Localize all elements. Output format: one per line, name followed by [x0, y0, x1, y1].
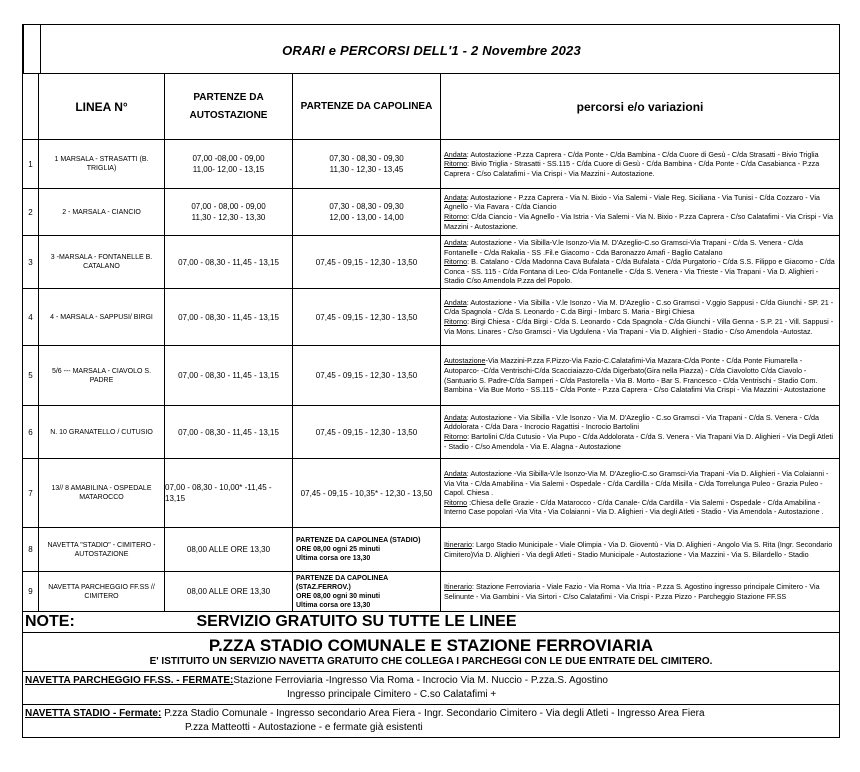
route-label: Ritorno: [444, 257, 468, 267]
row-partenze-capolinea: [293, 236, 441, 289]
navetta-ffss-row: [23, 672, 840, 705]
row-partenze-autostazione: [165, 406, 293, 459]
row-percorsi: [441, 528, 840, 572]
stadio-subtitle: E' ISTITUITO UN SERVIZIO NAVETTA GRATUITO CHE COLLEGA I PARCHEGGI CON LE DUE ENTRATE DEL CIMITERO.: [149, 656, 713, 667]
row-partenze-capolinea: [293, 189, 441, 236]
table-row: [23, 189, 840, 236]
title-row: [22, 24, 840, 73]
route-label: Andata: [444, 412, 467, 422]
route-text: : Autostazione - Via Sibilla - V.le Isonzo - Via M. D'Azeglio - C.so Gramsci - V.ggio Sappusi - C/da Giunchi - SP. 21 - C/da Spagnola - C/da S. Leonardo - C.da Birgi - Imbarc S. Maria - Birgi Chiesa: [444, 297, 834, 317]
capolinea-note: PARTENZE DA CAPOLINEA (STADIO): [296, 537, 421, 544]
note-row: [23, 612, 840, 633]
row-percorsi: [441, 236, 840, 289]
capolinea-note: ORE 08,00 ogni 30 minuti: [296, 592, 381, 600]
row-linea: 3 -MARSALA - FONTANELLE B. CATALANO: [39, 236, 165, 289]
navetta-stadio-line2: P.zza Matteotti - Autostazione - e fermate già esistenti: [185, 722, 423, 733]
row-linea: NAVETTA "STADIO" - CIMITERO - AUTOSTAZIONE: [39, 528, 165, 572]
header-partenze-autostazione: PARTENZE DA AUTOSTAZIONE: [165, 74, 293, 140]
route-text: -Via Mazzini-P.zza F.Pizzo-Via Fazio-C.Calatafimi-Via Mazara-C/da Ponte - C/da Ponte Fiumarella - Autoparco- -C/da Ventrischi-C/da Scacciaiazzo-C/da Digerbato(Gira nella Piazza) - C/da Ciavolotto C/da Ciavolo - (Santuario S. Padre-C/da Samperi - C/da Pastorella - Via B. Morto - Bar S. Francesco - C/da Ventrischi - Stadio Com. Bambina - Via Bue Morto - SS.115 - C/da Ponte - P.zza Caprera - C/so Calatafimi Via Crispi - Via Mazzini - Autostazione: [444, 356, 826, 395]
row-partenze-autostazione: [165, 572, 293, 612]
route-label: Ritorno: [444, 159, 468, 169]
row-percorsi: [441, 572, 840, 612]
table-row: [23, 528, 840, 572]
route-label: Ritorno: [444, 497, 468, 507]
row-linea: 2 - MARSALA - CIANCIO: [39, 189, 165, 236]
row-number: 9: [23, 572, 39, 612]
row-number: 5: [23, 346, 39, 406]
note-label: NOTE:: [23, 612, 165, 633]
route-text: : B. Catalano - C/da Madonna Cava Bufalata - C/da Bufalata - C/da Purgatorio - C/da S.S. Filippo e Giacomo - C/da Conca - SS. 115 - C/da Fontana di Leo- C/da Fontanelle - C/da S. Venera - Via Trieste - Via Trapani - Via D. Alighieri -Stadio C/so Amendola P.zza del Popolo.: [444, 257, 835, 286]
departure-time: 07,00 - 08,30 - 11,45 - 13,15: [178, 371, 279, 380]
route-label: Andata: [444, 297, 467, 307]
navetta-ffss-line2: Ingresso principale Cimitero - C.so Calatafimi +: [287, 689, 497, 700]
row-percorsi: [441, 459, 840, 528]
header-row: [23, 74, 840, 140]
route-text: : Bivio Triglia - Strasatti - SS.115 - C/da Cuore di Gesù - C/da Bambina - C/da Ponte - C/da Casabianca - P.zza Caprera - C/so Calatafimi - Via Crispi - Via Mazzini - Autostazione.: [444, 159, 820, 178]
row-number: 6: [23, 406, 39, 459]
timetable: [22, 73, 840, 738]
capolinea-note: ORE 08,00 ogni 25 minuti: [296, 546, 381, 553]
table-row: [23, 236, 840, 289]
route-label: Andata: [444, 192, 467, 202]
route-label: Ritorno: [444, 317, 468, 326]
row-linea: N. 10 GRANATELLO / CUTUSIO: [39, 406, 165, 459]
route-text: : Stazione Ferroviaria - Viale Fazio - Via Roma - Via Itria - P.zza S. Agostino ingresso principale Cimitero - Via Selinunte - Via Gambini - Via Sirtori - C/so Calatafimi - Via Crispi - P.zza Pizzo - Parcheggio Stazione FF.SS: [444, 581, 820, 601]
navetta-stadio-row: [23, 705, 840, 738]
row-partenze-autostazione: [165, 289, 293, 346]
stadio-title: P.ZZA STADIO COMUNALE E STAZIONE FERROVIARIA: [208, 636, 654, 655]
departure-time: 07,30 - 08,30 - 09,30: [329, 154, 404, 163]
row-partenze-capolinea: [293, 140, 441, 189]
row-partenze-capolinea: [293, 406, 441, 459]
departure-time: 08,00 ALLE ORE 13,30: [186, 545, 271, 554]
row-partenze-autostazione: [165, 346, 293, 406]
header-percorsi: percorsi e/o variazioni: [441, 74, 840, 140]
page-title: ORARI e PERCORSI DELL'1 - 2 Novembre 2023: [282, 43, 581, 58]
row-percorsi: [441, 289, 840, 346]
route-text: : Birgi Chiesa - C/da Birgi - C/da S. Leonardo - Cda Spagnola - C/da Giunchi - Villa Genna - S.P. 21 - Vill. Sappusi - Via Mons. Linares - C/so Gramsci - Via Ugdulena - Via Trapani - Via D. Alighieri - Stadio - C/so Amendola -Autostaz.: [444, 317, 834, 336]
route-text: : Autostazione - Via Sibilla - V.le Isonzo - Via M. D'Azeglio - C.so Gramsci - Via Trapani - C/da S. Venera - C/da Addolorata - C/da Dara - Incrocio Ragattisi - Incrocio Bartolini: [444, 412, 820, 432]
departure-time: 07,45 - 09,15 - 12,30 - 13,50: [315, 312, 418, 322]
row-capolinea-notes: [293, 528, 441, 572]
row-number: 2: [23, 189, 39, 236]
departure-time: 07,00 - 08,00 - 09,00: [191, 202, 266, 211]
row-linea: 5/6 --- MARSALA - CIAVOLO S. PADRE: [39, 346, 165, 406]
table-row: [23, 289, 840, 346]
row-linea: 4 - MARSALA - SAPPUSI/ BIRGI: [39, 289, 165, 346]
row-capolinea-notes: [293, 572, 441, 612]
note-text: SERVIZIO GRATUITO SU TUTTE LE LINEE: [165, 612, 840, 633]
table-row: [23, 140, 840, 189]
row-percorsi: [441, 346, 840, 406]
departure-time: 11,30 - 12,30 - 13,45: [329, 165, 404, 174]
capolinea-note: PARTENZE DA CAPOLINEA (STAZ.FERROV.): [296, 574, 388, 591]
timetable-sheet: [22, 24, 840, 738]
departure-time: 07,00 -08,00 - 09,00: [192, 154, 265, 163]
table-row: [23, 346, 840, 406]
route-text: : Largo Stadio Municipale - Viale Olimpia - Via D. Gioventù - Via D. Alighieri - Angolo Via S. Rita (Ingr. Secondario Cimitero)Via D. Alighieri - Via degli Atleti - Stadio Municipale - Autostazione - Via Mazzini - Via S. Bilardello - Stadio: [444, 539, 833, 559]
row-percorsi: [441, 189, 840, 236]
navetta-ffss-label: NAVETTA PARCHEGGIO FF.SS. - FERMATE:: [25, 675, 234, 686]
departure-time: 11,00- 12,00 - 13,15: [192, 165, 265, 174]
table-row: [23, 406, 840, 459]
stadio-row: [23, 633, 840, 672]
row-number: 1: [23, 140, 39, 189]
departure-time: 07,45 - 09,15 - 12,30 - 13,50: [315, 427, 418, 437]
row-linea: NAVETTA PARCHEGGIO FF.SS // CIMITERO: [39, 572, 165, 612]
timetable-body: [23, 140, 840, 612]
capolinea-note: Ultima corsa ore 13,30: [296, 555, 371, 562]
route-text: : Autostazione - P.zza Caprera - Via N. Bixio - Via Salemi - Viale Reg. Siciliana - Via Tunisi - C/da Cozzaro - Via Agnello - Via Favara - C/da Ciancio: [444, 192, 820, 212]
row-number: 4: [23, 289, 39, 346]
row-number: 7: [23, 459, 39, 528]
route-text: :Chiesa delle Grazie - C/da Matarocco - C/da Canale- C/da Cardilla - Via Salemi - Ospedale - C/da Amabilina - Interno Case popolari -Via Vita - Via Colaianni - Via D. Alighieri - Via degli Atleti - Stadio - Via Amendola - Autostazione .: [444, 497, 824, 517]
table-row: [23, 572, 840, 612]
route-label: Andata: [444, 469, 467, 479]
navetta-stadio-line1: P.zza Stadio Comunale - Ingresso secondario Area Fiera - Ingr. Secondario Cimitero - Via degli Atleti - Ingresso Area Fiera: [161, 708, 705, 719]
row-number: 3: [23, 236, 39, 289]
capolinea-note: Ultima corsa ore 13,30: [296, 601, 371, 609]
departure-time: 08,00 ALLE ORE 13,30: [186, 587, 271, 596]
header-partenze-capolinea: PARTENZE DA CAPOLINEA: [293, 74, 441, 140]
route-label: Ritorno: [444, 212, 468, 221]
departure-time: 07,45 - 09,15 - 12,30 - 13,50: [315, 257, 418, 267]
row-number: 8: [23, 528, 39, 572]
row-partenze-capolinea: [293, 346, 441, 406]
route-text: : Bartolini C/da Cutusio - Via Pupo - C/da Addolorata - C/da S. Venera - Via Trapani Via D. Alighieri - Via Degli Atleti - Stadio - C/so Amendola - Via E. Alagna - Autostazione: [444, 432, 833, 451]
departure-time: 07,45 - 09,15 - 12,30 - 13,50: [315, 371, 418, 380]
departure-time: 11,30 - 12,30 - 13,30: [191, 213, 266, 222]
departure-time: 07,45 - 09,15 - 10,35* - 12,30 - 13,50: [300, 488, 433, 498]
route-label: Ritorno: [444, 432, 468, 441]
row-linea: 13// 8 AMABILINA - OSPEDALE MATAROCCO: [39, 459, 165, 528]
route-label: Itinerario: [444, 539, 472, 549]
departure-time: 07,00 - 08,30 - 11,45 - 13,15: [178, 312, 279, 322]
table-row: [23, 459, 840, 528]
header-linea: LINEA N°: [39, 74, 165, 140]
route-label: Autostazione: [444, 356, 486, 366]
row-linea: 1 MARSALA - STRASATTI (B. TRIGLIA): [39, 140, 165, 189]
row-partenze-capolinea: [293, 289, 441, 346]
route-text: : Autostazione -Via Sibilla-V.le Isonzo-Via M. D'Azeglio-C.so Gramsci-Via Trapani -Via D. Alighieri - Via Colaianni - Via Vita - C/da Amabilina - Via Salemi - Ospedale - C/da Cardilla - C/da Misilla - C/da Torrelunga Puleo - Grazia Puleo - Capol. Chiesa .: [444, 469, 829, 498]
route-text: : Autostazione - Via Sibilla-V.le Isonzo-Via M. D'Azeglio-C.so Gramsci-Via Trapani - C/da S. Venera - C/da Fontanelle - C/da Rakalia - SS .Fil.e Giacomo - Cda Baronazzo Amafi - Baglio Catalano: [444, 238, 804, 257]
route-text: : C/da Ciancio - Via Agnello - Via Istria - Via Salemi - Via N. Bixio - P.zza Caprera - C/so Calatafimi - Via Crispi - Via Mazzini - Autostazione.: [444, 212, 833, 231]
row-partenze-autostazione: [165, 140, 293, 189]
departure-time: 12,00 - 13,00 - 14,00: [329, 213, 404, 222]
departure-time: 07,00 - 08,30 - 11,45 - 13,15: [178, 427, 279, 437]
departure-time: 07,30 - 08,30 - 09,30: [329, 202, 404, 211]
row-partenze-capolinea: [293, 459, 441, 528]
route-label: Andata: [444, 238, 467, 248]
route-label: Andata: [444, 149, 467, 159]
departure-time: 07,00 - 08,30 - 11,45 - 13,15: [178, 257, 279, 267]
row-percorsi: [441, 406, 840, 459]
navetta-stadio-label: NAVETTA STADIO - Fermate:: [25, 708, 162, 719]
row-partenze-autostazione: [165, 459, 293, 528]
route-label: Itinerario: [444, 581, 472, 591]
row-percorsi: [441, 140, 840, 189]
departure-time: 07,00 - 08,30 - 10,00* -11,45 - 13,15: [165, 483, 272, 503]
route-text: : Autostazione -P.zza Caprera - C/da Ponte - C/da Bambina - C/da Cuore di Gesù - C/da Strasatti - Bivio Triglia: [466, 149, 819, 159]
row-partenze-autostazione: [165, 236, 293, 289]
row-partenze-autostazione: [165, 528, 293, 572]
row-partenze-autostazione: [165, 189, 293, 236]
navetta-ffss-line1: Stazione Ferroviaria -Ingresso Via Roma - Incrocio Via M. Nuccio - P.zza.S. Agostino: [233, 675, 608, 686]
